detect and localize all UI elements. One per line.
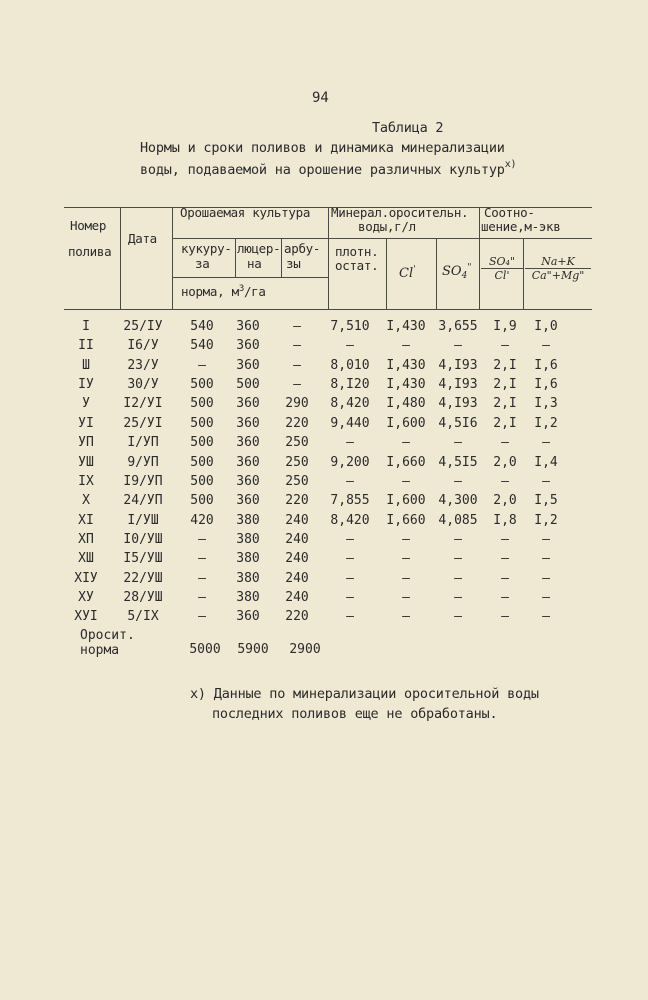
col-divider-3 — [235, 238, 236, 277]
cell-sulfate: – — [454, 570, 462, 586]
header-rule-2 — [172, 277, 328, 278]
col-divider-4 — [281, 238, 282, 277]
cell-ratio-na-ca: I,4 — [534, 454, 558, 470]
cell-ratio-so4-cl: 2,0 — [493, 493, 517, 509]
footnote-line-2: последних поливов еще не обработаны. — [212, 706, 498, 722]
cell-date: I2/УI — [123, 396, 163, 412]
cell-date: 30/У — [127, 377, 159, 393]
cell-sulfate: – — [454, 435, 462, 451]
cell-watermelon-norm: 290 — [285, 396, 309, 412]
header-norm-unit-tail: /га — [243, 284, 266, 299]
col-divider-6 — [386, 238, 387, 309]
cell-sulfate: 3,655 — [438, 319, 478, 334]
cell-alfalfa-norm: 360 — [236, 493, 260, 509]
cell-chloride: I,480 — [386, 396, 426, 412]
cell-date: 25/УI — [123, 415, 163, 431]
total-alfalfa: 5900 — [237, 642, 269, 657]
cell-dense-residue: – — [346, 473, 354, 489]
header-sulfate-sup: " — [467, 263, 472, 273]
cell-chloride: I,430 — [386, 357, 426, 373]
header-ratio-1-denominator: Cl' — [494, 269, 510, 282]
cell-alfalfa-norm: 360 — [236, 319, 260, 334]
cell-ratio-na-ca: – — [542, 338, 550, 354]
header-poliv-1: Номер — [70, 218, 107, 233]
cell-alfalfa-norm: 380 — [236, 551, 260, 567]
cell-sulfate: 4,I93 — [438, 357, 478, 373]
cell-corn-norm: 500 — [190, 396, 214, 412]
cell-corn-norm: 540 — [190, 319, 214, 334]
header-date: Дата — [128, 231, 157, 246]
cell-chloride: – — [402, 551, 410, 567]
cell-dense-residue: – — [346, 609, 354, 625]
total-watermelon: 2900 — [289, 642, 321, 657]
cell-date: I/УП — [127, 435, 159, 451]
cell-watermelon-norm: 250 — [285, 435, 309, 451]
cell-ratio-so4-cl: 2,I — [493, 415, 517, 431]
cell-date: I/УШ — [127, 512, 159, 528]
header-ratio-2-denominator: Ca"+Mg" — [531, 269, 585, 282]
header-mineral-2: воды,г/л — [358, 219, 416, 234]
cell-ratio-na-ca: I,5 — [534, 493, 558, 509]
col-divider-2 — [172, 207, 173, 309]
cell-chloride: – — [402, 531, 410, 547]
cell-date: 28/УШ — [123, 589, 163, 605]
cell-ratio-na-ca: I,2 — [534, 512, 558, 528]
cell-alfalfa-norm: 380 — [236, 512, 260, 528]
cell-watermelon-norm: 240 — [285, 551, 309, 567]
header-bottom-rule — [64, 309, 592, 310]
cell-alfalfa-norm: 380 — [236, 531, 260, 547]
header-ratio-sulfate-chloride — [481, 255, 523, 282]
header-dense-residue-2: остат. — [335, 258, 379, 273]
cell-date: I6/У — [127, 338, 159, 354]
cell-chloride: – — [402, 589, 410, 605]
cell-corn-norm: 500 — [190, 377, 214, 393]
cell-poliv-number: У — [82, 396, 90, 412]
cell-corn-norm: – — [198, 531, 206, 547]
cell-dense-residue: 8,I20 — [330, 377, 370, 393]
cell-sulfate: 4,300 — [438, 493, 478, 509]
cell-chloride: – — [402, 609, 410, 625]
cell-ratio-so4-cl: – — [501, 531, 509, 547]
total-corn: 5000 — [189, 642, 221, 657]
col-divider-8 — [479, 207, 480, 309]
cell-corn-norm: 500 — [190, 435, 214, 451]
header-norm-unit-exp: 3 — [238, 284, 244, 294]
cell-ratio-so4-cl: – — [501, 435, 509, 451]
cell-alfalfa-norm: 360 — [236, 338, 260, 354]
cell-sulfate: – — [454, 473, 462, 489]
cell-ratio-na-ca: – — [542, 589, 550, 605]
header-crop-1-l2: за — [195, 256, 210, 271]
cell-poliv-number: УШ — [78, 454, 94, 470]
header-chloride-text: Cl — [399, 266, 414, 281]
cell-corn-norm: 500 — [190, 493, 214, 509]
cell-ratio-so4-cl: 2,I — [493, 377, 517, 393]
header-crop-2-l1: люцер- — [237, 241, 281, 256]
cell-alfalfa-norm: 360 — [236, 473, 260, 489]
cell-watermelon-norm: 250 — [285, 454, 309, 470]
cell-ratio-na-ca: I,6 — [534, 377, 558, 393]
cell-alfalfa-norm: 500 — [236, 377, 260, 393]
header-norm-unit-text: норма, м — [181, 284, 239, 299]
header-sulfate-text: SO — [442, 264, 462, 279]
cell-ratio-so4-cl: – — [501, 338, 509, 354]
col-divider-9 — [523, 238, 524, 309]
cell-ratio-na-ca: I,6 — [534, 357, 558, 373]
cell-poliv-number: I — [82, 319, 90, 334]
cell-chloride: I,430 — [386, 377, 426, 393]
header-crop-3-l1: арбу- — [284, 241, 321, 256]
header-mineral-1: Минерал.оросительн. — [331, 205, 469, 220]
cell-watermelon-norm: 240 — [285, 531, 309, 547]
cell-ratio-so4-cl: 2,I — [493, 357, 517, 373]
cell-alfalfa-norm: 360 — [236, 396, 260, 412]
cell-poliv-number: XУI — [74, 609, 98, 625]
header-crop-1-l1: кукуру- — [181, 241, 232, 256]
cell-chloride: I,660 — [386, 512, 426, 528]
cell-sulfate: – — [454, 609, 462, 625]
cell-sulfate: – — [454, 338, 462, 354]
cell-alfalfa-norm: 380 — [236, 589, 260, 605]
cell-date: 22/УШ — [123, 570, 163, 586]
cell-poliv-number: XУ — [78, 589, 94, 605]
cell-watermelon-norm: 240 — [285, 589, 309, 605]
header-crop-group: Орошаемая культура — [180, 205, 311, 220]
cell-ratio-na-ca: – — [542, 551, 550, 567]
cell-corn-norm: – — [198, 551, 206, 567]
col-divider-5 — [328, 207, 329, 309]
cell-sulfate: 4,5I5 — [438, 454, 478, 470]
footnote-line-1: x) Данные по минерализации оросительной воды — [190, 686, 539, 702]
header-crop-2-l2: на — [247, 256, 262, 271]
cell-sulfate: – — [454, 531, 462, 547]
cell-alfalfa-norm: 360 — [236, 415, 260, 431]
header-crop-3-l2: зы — [286, 256, 301, 271]
header-ratio-2-numerator: Na+K — [525, 255, 591, 269]
cell-dense-residue: 8,420 — [330, 512, 370, 528]
total-label-2: норма — [80, 643, 120, 658]
cell-chloride: – — [402, 435, 410, 451]
cell-dense-residue: – — [346, 589, 354, 605]
header-norm-unit — [181, 284, 266, 299]
cell-ratio-na-ca: – — [542, 435, 550, 451]
cell-dense-residue: 9,440 — [330, 415, 370, 431]
cell-corn-norm: 500 — [190, 454, 214, 470]
cell-watermelon-norm: 240 — [285, 512, 309, 528]
table-label: Таблица 2 — [372, 120, 444, 136]
cell-sulfate: 4,085 — [438, 512, 478, 528]
cell-chloride: I,600 — [386, 493, 426, 509]
cell-alfalfa-norm: 360 — [236, 357, 260, 373]
cell-chloride: I,600 — [386, 415, 426, 431]
cell-date: I9/УП — [123, 473, 163, 489]
cell-date: 25/IУ — [123, 319, 163, 334]
cell-ratio-so4-cl: 2,I — [493, 396, 517, 412]
cell-date: 9/УП — [127, 454, 159, 470]
header-chloride — [399, 266, 416, 281]
cell-ratio-so4-cl: – — [501, 589, 509, 605]
cell-ratio-na-ca: I,3 — [534, 396, 558, 412]
cell-watermelon-norm: – — [293, 377, 301, 393]
cell-date: I5/УШ — [123, 551, 163, 567]
cell-dense-residue: 7,855 — [330, 493, 370, 509]
cell-watermelon-norm: 220 — [285, 415, 309, 431]
cell-ratio-so4-cl: I,8 — [493, 512, 517, 528]
cell-ratio-na-ca: – — [542, 609, 550, 625]
cell-poliv-number: II — [78, 338, 94, 354]
cell-corn-norm: – — [198, 589, 206, 605]
cell-corn-norm: – — [198, 570, 206, 586]
cell-corn-norm: 500 — [190, 415, 214, 431]
header-sulfate-sub: 4 — [461, 271, 468, 281]
cell-date: 5/IX — [127, 609, 159, 625]
cell-watermelon-norm: – — [293, 319, 301, 334]
cell-watermelon-norm: – — [293, 338, 301, 354]
page-number: 94 — [312, 90, 329, 106]
cell-poliv-number: Ш — [82, 357, 90, 373]
header-ratio-na-ca — [525, 255, 591, 282]
cell-ratio-na-ca: – — [542, 570, 550, 586]
cell-poliv-number: X — [82, 493, 90, 509]
cell-dense-residue: – — [346, 570, 354, 586]
col-divider-1 — [120, 207, 121, 309]
total-label-1: Оросит. — [80, 628, 135, 643]
cell-chloride: – — [402, 338, 410, 354]
cell-dense-residue: – — [346, 435, 354, 451]
cell-poliv-number: XШ — [78, 551, 94, 567]
col-divider-7 — [436, 238, 437, 309]
cell-poliv-number: XI — [78, 512, 94, 528]
cell-alfalfa-norm: 360 — [236, 435, 260, 451]
cell-watermelon-norm: 240 — [285, 570, 309, 586]
cell-poliv-number: IX — [78, 473, 94, 489]
cell-dense-residue: – — [346, 551, 354, 567]
cell-corn-norm: 540 — [190, 338, 214, 354]
header-chloride-sup: ' — [413, 265, 416, 275]
cell-ratio-na-ca: I,0 — [534, 319, 558, 334]
footnote-mark: x) — [504, 159, 517, 170]
cell-dense-residue: – — [346, 531, 354, 547]
cell-dense-residue: 8,420 — [330, 396, 370, 412]
cell-chloride: I,430 — [386, 319, 426, 334]
cell-chloride: – — [402, 473, 410, 489]
cell-sulfate: 4,I93 — [438, 396, 478, 412]
cell-watermelon-norm: – — [293, 357, 301, 373]
cell-ratio-so4-cl: – — [501, 570, 509, 586]
cell-dense-residue: 8,010 — [330, 357, 370, 373]
cell-date: 23/У — [127, 357, 159, 373]
cell-poliv-number: УП — [78, 435, 94, 451]
cell-sulfate: – — [454, 589, 462, 605]
cell-corn-norm: 420 — [190, 512, 214, 528]
cell-sulfate: 4,I93 — [438, 377, 478, 393]
cell-watermelon-norm: 220 — [285, 609, 309, 625]
cell-poliv-number: XП — [78, 531, 94, 547]
cell-ratio-na-ca: I,2 — [534, 415, 558, 431]
cell-sulfate: 4,5I6 — [438, 415, 478, 431]
cell-dense-residue: – — [346, 338, 354, 354]
cell-ratio-so4-cl: 2,0 — [493, 454, 517, 470]
cell-watermelon-norm: 220 — [285, 493, 309, 509]
cell-poliv-number: XIУ — [74, 570, 98, 586]
cell-ratio-so4-cl: – — [501, 609, 509, 625]
header-poliv-2: полива — [68, 244, 112, 259]
cell-chloride: I,660 — [386, 454, 426, 470]
header-sulfate — [442, 264, 471, 279]
header-dense-residue-1: плотн. — [335, 244, 379, 259]
cell-dense-residue: 9,200 — [330, 454, 370, 470]
cell-chloride: – — [402, 570, 410, 586]
header-ratio-2: шение,м-экв — [481, 219, 561, 234]
cell-corn-norm: 500 — [190, 473, 214, 489]
table-title-line-1: Нормы и сроки поливов и динамика минерализации — [140, 140, 505, 156]
cell-ratio-na-ca: – — [542, 473, 550, 489]
cell-corn-norm: – — [198, 609, 206, 625]
cell-alfalfa-norm: 360 — [236, 454, 260, 470]
cell-alfalfa-norm: 360 — [236, 609, 260, 625]
cell-poliv-number: УI — [78, 415, 94, 431]
cell-corn-norm: – — [198, 357, 206, 373]
cell-poliv-number: IУ — [78, 377, 94, 393]
cell-ratio-so4-cl: – — [501, 551, 509, 567]
cell-date: I0/УШ — [123, 531, 163, 547]
cell-sulfate: – — [454, 551, 462, 567]
cell-ratio-na-ca: – — [542, 531, 550, 547]
cell-dense-residue: 7,510 — [330, 319, 370, 334]
table-title-line-2-text: воды, подаваемой на орошение различных культур — [140, 162, 505, 178]
cell-watermelon-norm: 250 — [285, 473, 309, 489]
cell-ratio-so4-cl: – — [501, 473, 509, 489]
header-ratio-1: Соотно- — [484, 205, 535, 220]
header-ratio-1-numerator: SO₄" — [481, 255, 523, 269]
cell-alfalfa-norm: 380 — [236, 570, 260, 586]
cell-ratio-so4-cl: I,9 — [493, 319, 517, 334]
cell-date: 24/УП — [123, 493, 163, 509]
